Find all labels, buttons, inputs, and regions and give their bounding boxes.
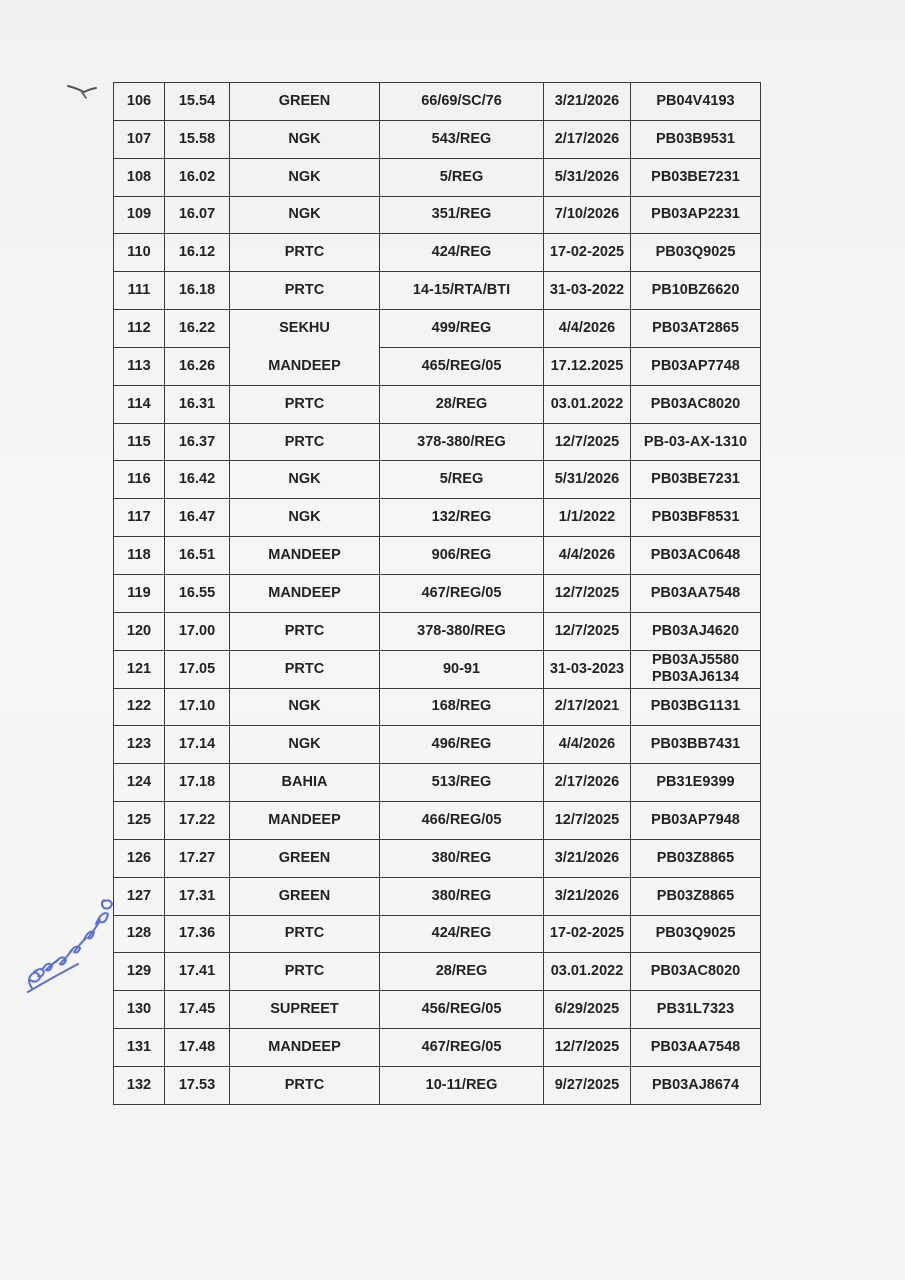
validity-date-cell: 12/7/2025: [544, 1029, 631, 1067]
operator-name-cell: BAHIA: [230, 764, 380, 802]
vehicle-number-cell: [631, 612, 761, 650]
operator-name-cell: PRTC: [230, 272, 380, 310]
operator-name-cell: MANDEEP: [230, 1029, 380, 1067]
permit-number-cell: 467/REG/05: [380, 574, 544, 612]
serial-number-cell: 110: [114, 234, 165, 272]
vehicle-number-cell: [631, 310, 761, 348]
validity-date-cell: 17-02-2025: [544, 234, 631, 272]
permit-number-cell: 378-380/REG: [380, 423, 544, 461]
table-row: [114, 1066, 761, 1104]
time-cell: 17.48: [165, 1029, 230, 1067]
vehicle-number-cell: [631, 991, 761, 1029]
permit-number-cell: 466/REG/05: [380, 802, 544, 840]
vehicle-number: PB03AA7548: [650, 1039, 741, 1056]
vehicle-number: PB03BE7231: [651, 168, 740, 185]
vehicle-number-cell: [631, 877, 761, 915]
table-row: [114, 650, 761, 688]
time-cell: 17.36: [165, 915, 230, 953]
validity-date-cell: 4/4/2026: [544, 310, 631, 348]
vehicle-number: PB04V4193: [656, 92, 735, 109]
validity-date-cell: 3/21/2026: [544, 83, 631, 121]
serial-number-cell: 107: [114, 120, 165, 158]
table-row: [114, 1029, 761, 1067]
vehicle-number-cell: [631, 1029, 761, 1067]
time-cell: 17.22: [165, 802, 230, 840]
validity-date-cell: 3/21/2026: [544, 877, 631, 915]
vehicle-number: PB10BZ6620: [651, 282, 740, 299]
vehicle-number: PB03Z8865: [656, 849, 735, 866]
serial-number-cell: 128: [114, 915, 165, 953]
operator-name-cell: MANDEEP: [230, 537, 380, 575]
vehicle-number: PB03AT2865: [652, 319, 739, 336]
serial-number-cell: 120: [114, 612, 165, 650]
time-cell: 17.45: [165, 991, 230, 1029]
vehicle-number: PB31L7323: [656, 1001, 735, 1018]
table-row: [114, 726, 761, 764]
vehicle-number: PB03BF8531: [651, 509, 740, 526]
operator-name-cell: GREEN: [230, 877, 380, 915]
time-cell: 17.05: [165, 650, 230, 688]
vehicle-number-cell: [631, 347, 761, 385]
validity-date-cell: 12/7/2025: [544, 574, 631, 612]
operator-name-cell: NGK: [230, 688, 380, 726]
serial-number-cell: 125: [114, 802, 165, 840]
validity-date-cell: 2/17/2026: [544, 764, 631, 802]
time-cell: 16.37: [165, 423, 230, 461]
table-row: [114, 764, 761, 802]
validity-date-cell: 2/17/2021: [544, 688, 631, 726]
operator-name-cell: MANDEEP: [230, 802, 380, 840]
time-cell: 17.27: [165, 839, 230, 877]
operator-name-cell: NGK: [230, 726, 380, 764]
table-row: [114, 915, 761, 953]
permit-number-cell: 380/REG: [380, 839, 544, 877]
time-cell: 17.10: [165, 688, 230, 726]
time-cell: 17.53: [165, 1066, 230, 1104]
validity-date-cell: 12/7/2025: [544, 612, 631, 650]
vehicle-number-cell: [631, 688, 761, 726]
serial-number-cell: 129: [114, 953, 165, 991]
validity-date-cell: 17.12.2025: [544, 347, 631, 385]
permit-number-cell: 132/REG: [380, 499, 544, 537]
operator-name-cell: NGK: [230, 499, 380, 537]
operator-name-cell: PRTC: [230, 612, 380, 650]
validity-date-cell: 3/21/2026: [544, 839, 631, 877]
vehicle-number: PB03Q9025: [655, 244, 736, 261]
serial-number-cell: 118: [114, 537, 165, 575]
operator-name-cell: PRTC: [230, 953, 380, 991]
permit-number-cell: 351/REG: [380, 196, 544, 234]
vehicle-number-cell: [631, 83, 761, 121]
time-cell: 16.51: [165, 537, 230, 575]
validity-date-cell: 2/17/2026: [544, 120, 631, 158]
table-row: [114, 158, 761, 196]
table-row: [114, 991, 761, 1029]
table-row: [114, 272, 761, 310]
permit-number-cell: 90-91: [380, 650, 544, 688]
validity-date-cell: 17-02-2025: [544, 915, 631, 953]
vehicle-number-cell: [631, 1066, 761, 1104]
time-cell: 16.42: [165, 461, 230, 499]
time-cell: 16.18: [165, 272, 230, 310]
operator-name-cell: PRTC: [230, 650, 380, 688]
table-row: [114, 83, 761, 121]
serial-number-cell: 106: [114, 83, 165, 121]
vehicle-number-cell: [631, 120, 761, 158]
time-cell: 17.41: [165, 953, 230, 991]
vehicle-number-cell: [631, 234, 761, 272]
permit-number-cell: 66/69/SC/76: [380, 83, 544, 121]
table-row: [114, 347, 761, 385]
permit-number-cell: 499/REG: [380, 310, 544, 348]
vehicle-number: PB03AJ4620: [651, 622, 740, 639]
vehicle-number-cell: [631, 574, 761, 612]
records-table: [113, 82, 761, 1105]
permit-number-cell: 424/REG: [380, 915, 544, 953]
table-row: [114, 953, 761, 991]
vehicle-number-cell: [631, 915, 761, 953]
vehicle-number: PB03AJ5580: [651, 652, 740, 669]
time-cell: 17.14: [165, 726, 230, 764]
validity-date-cell: 5/31/2026: [544, 461, 631, 499]
vehicle-number: PB03AC0648: [650, 547, 741, 564]
operator-name-cell: MANDEEP: [230, 574, 380, 612]
handwritten-signature: [18, 880, 118, 1000]
vehicle-number-cell: [631, 423, 761, 461]
time-cell: 16.31: [165, 385, 230, 423]
table-row: [114, 234, 761, 272]
table-row: [114, 802, 761, 840]
time-cell: 16.22: [165, 310, 230, 348]
operator-name-cell: PRTC: [230, 234, 380, 272]
permit-number-cell: 168/REG: [380, 688, 544, 726]
validity-date-cell: 12/7/2025: [544, 802, 631, 840]
operator-name-cell: MANDEEP: [230, 347, 380, 385]
operator-name-cell: GREEN: [230, 83, 380, 121]
vehicle-number: PB-03-AX-1310: [643, 433, 748, 450]
validity-date-cell: 4/4/2026: [544, 537, 631, 575]
table-row: [114, 537, 761, 575]
vehicle-number: PB03AC8020: [650, 963, 741, 980]
table-row: [114, 310, 761, 348]
permit-number-cell: 5/REG: [380, 158, 544, 196]
vehicle-number-cell: [631, 196, 761, 234]
vehicle-number-cell: [631, 499, 761, 537]
vehicle-number: PB03AJ8674: [651, 1076, 740, 1093]
serial-number-cell: 122: [114, 688, 165, 726]
permit-number-cell: 906/REG: [380, 537, 544, 575]
permit-number-cell: 513/REG: [380, 764, 544, 802]
time-cell: 17.18: [165, 764, 230, 802]
operator-name-cell: NGK: [230, 120, 380, 158]
vehicle-number-cell: [631, 764, 761, 802]
permit-number-cell: 5/REG: [380, 461, 544, 499]
table-row: [114, 423, 761, 461]
operator-name-cell: PRTC: [230, 915, 380, 953]
vehicle-number-cell: [631, 839, 761, 877]
vehicle-number: PB03AP7748: [651, 357, 740, 374]
serial-number-cell: 114: [114, 385, 165, 423]
serial-number-cell: 130: [114, 991, 165, 1029]
serial-number-cell: 109: [114, 196, 165, 234]
table-row: [114, 461, 761, 499]
time-cell: 15.54: [165, 83, 230, 121]
permit-number-cell: 380/REG: [380, 877, 544, 915]
vehicle-number: PB03BB7431: [650, 736, 741, 753]
permit-number-cell: 543/REG: [380, 120, 544, 158]
time-cell: 16.47: [165, 499, 230, 537]
table-row: [114, 877, 761, 915]
time-cell: 16.55: [165, 574, 230, 612]
table-row: [114, 612, 761, 650]
serial-number-cell: 117: [114, 499, 165, 537]
validity-date-cell: 31-03-2022: [544, 272, 631, 310]
serial-number-cell: 112: [114, 310, 165, 348]
validity-date-cell: 03.01.2022: [544, 385, 631, 423]
permit-number-cell: 465/REG/05: [380, 347, 544, 385]
permit-number-cell: 424/REG: [380, 234, 544, 272]
table-row: [114, 499, 761, 537]
vehicle-number: PB03BG1131: [650, 698, 741, 715]
serial-number-cell: 124: [114, 764, 165, 802]
permit-number-cell: 10-11/REG: [380, 1066, 544, 1104]
vehicle-number-cell: [631, 726, 761, 764]
pen-mark: [66, 80, 100, 102]
validity-date-cell: 1/1/2022: [544, 499, 631, 537]
vehicle-number: PB03BE7231: [651, 471, 740, 488]
vehicle-number: PB31E9399: [656, 774, 735, 791]
operator-name-cell: NGK: [230, 158, 380, 196]
serial-number-cell: 121: [114, 650, 165, 688]
validity-date-cell: 5/31/2026: [544, 158, 631, 196]
operator-name-cell: SUPREET: [230, 991, 380, 1029]
vehicle-number-cell: [631, 802, 761, 840]
vehicle-number-cell: [631, 461, 761, 499]
vehicle-number-cell: [631, 953, 761, 991]
table-row: [114, 196, 761, 234]
table-row: [114, 120, 761, 158]
permit-number-cell: 467/REG/05: [380, 1029, 544, 1067]
validity-date-cell: 7/10/2026: [544, 196, 631, 234]
serial-number-cell: 127: [114, 877, 165, 915]
table-row: [114, 574, 761, 612]
permit-number-cell: 456/REG/05: [380, 991, 544, 1029]
time-cell: 16.07: [165, 196, 230, 234]
vehicle-number: PB03AC8020: [650, 395, 741, 412]
table-row: [114, 839, 761, 877]
validity-date-cell: 31-03-2023: [544, 650, 631, 688]
time-cell: 16.26: [165, 347, 230, 385]
validity-date-cell: 6/29/2025: [544, 991, 631, 1029]
operator-name-cell: PRTC: [230, 385, 380, 423]
permit-number-cell: 28/REG: [380, 385, 544, 423]
serial-number-cell: 119: [114, 574, 165, 612]
time-cell: 15.58: [165, 120, 230, 158]
validity-date-cell: 12/7/2025: [544, 423, 631, 461]
table-row: [114, 688, 761, 726]
vehicle-number-cell: [631, 272, 761, 310]
vehicle-number-cell: [631, 158, 761, 196]
serial-number-cell: 108: [114, 158, 165, 196]
vehicle-number: PB03Q9025: [655, 925, 736, 942]
operator-name-cell: SEKHU: [230, 310, 380, 348]
validity-date-cell: 9/27/2025: [544, 1066, 631, 1104]
validity-date-cell: 4/4/2026: [544, 726, 631, 764]
operator-name-cell: GREEN: [230, 839, 380, 877]
serial-number-cell: 126: [114, 839, 165, 877]
permit-number-cell: 378-380/REG: [380, 612, 544, 650]
vehicle-number: PB03AP7948: [651, 811, 740, 828]
vehicle-number: PB03AJ6134: [651, 669, 740, 686]
vehicle-number-cell: [631, 537, 761, 575]
time-cell: 16.12: [165, 234, 230, 272]
operator-name-cell: NGK: [230, 196, 380, 234]
vehicle-number-cell: [631, 385, 761, 423]
operator-name-cell: PRTC: [230, 423, 380, 461]
vehicle-number: PB03Z8865: [656, 887, 735, 904]
time-cell: 17.00: [165, 612, 230, 650]
vehicle-number: PB03AA7548: [650, 584, 741, 601]
serial-number-cell: 115: [114, 423, 165, 461]
vehicle-number: PB03B9531: [656, 130, 735, 147]
permit-number-cell: 14-15/RTA/BTI: [380, 272, 544, 310]
serial-number-cell: 113: [114, 347, 165, 385]
permit-number-cell: 496/REG: [380, 726, 544, 764]
permit-number-cell: 28/REG: [380, 953, 544, 991]
validity-date-cell: 03.01.2022: [544, 953, 631, 991]
vehicle-number: PB03AP2231: [651, 206, 740, 223]
time-cell: 17.31: [165, 877, 230, 915]
vehicle-number-cell: [631, 650, 761, 688]
serial-number-cell: 116: [114, 461, 165, 499]
serial-number-cell: 111: [114, 272, 165, 310]
operator-name-cell: PRTC: [230, 1066, 380, 1104]
serial-number-cell: 131: [114, 1029, 165, 1067]
serial-number-cell: 132: [114, 1066, 165, 1104]
operator-name-cell: NGK: [230, 461, 380, 499]
table-row: [114, 385, 761, 423]
records-table-body: [114, 83, 761, 1105]
serial-number-cell: 123: [114, 726, 165, 764]
time-cell: 16.02: [165, 158, 230, 196]
